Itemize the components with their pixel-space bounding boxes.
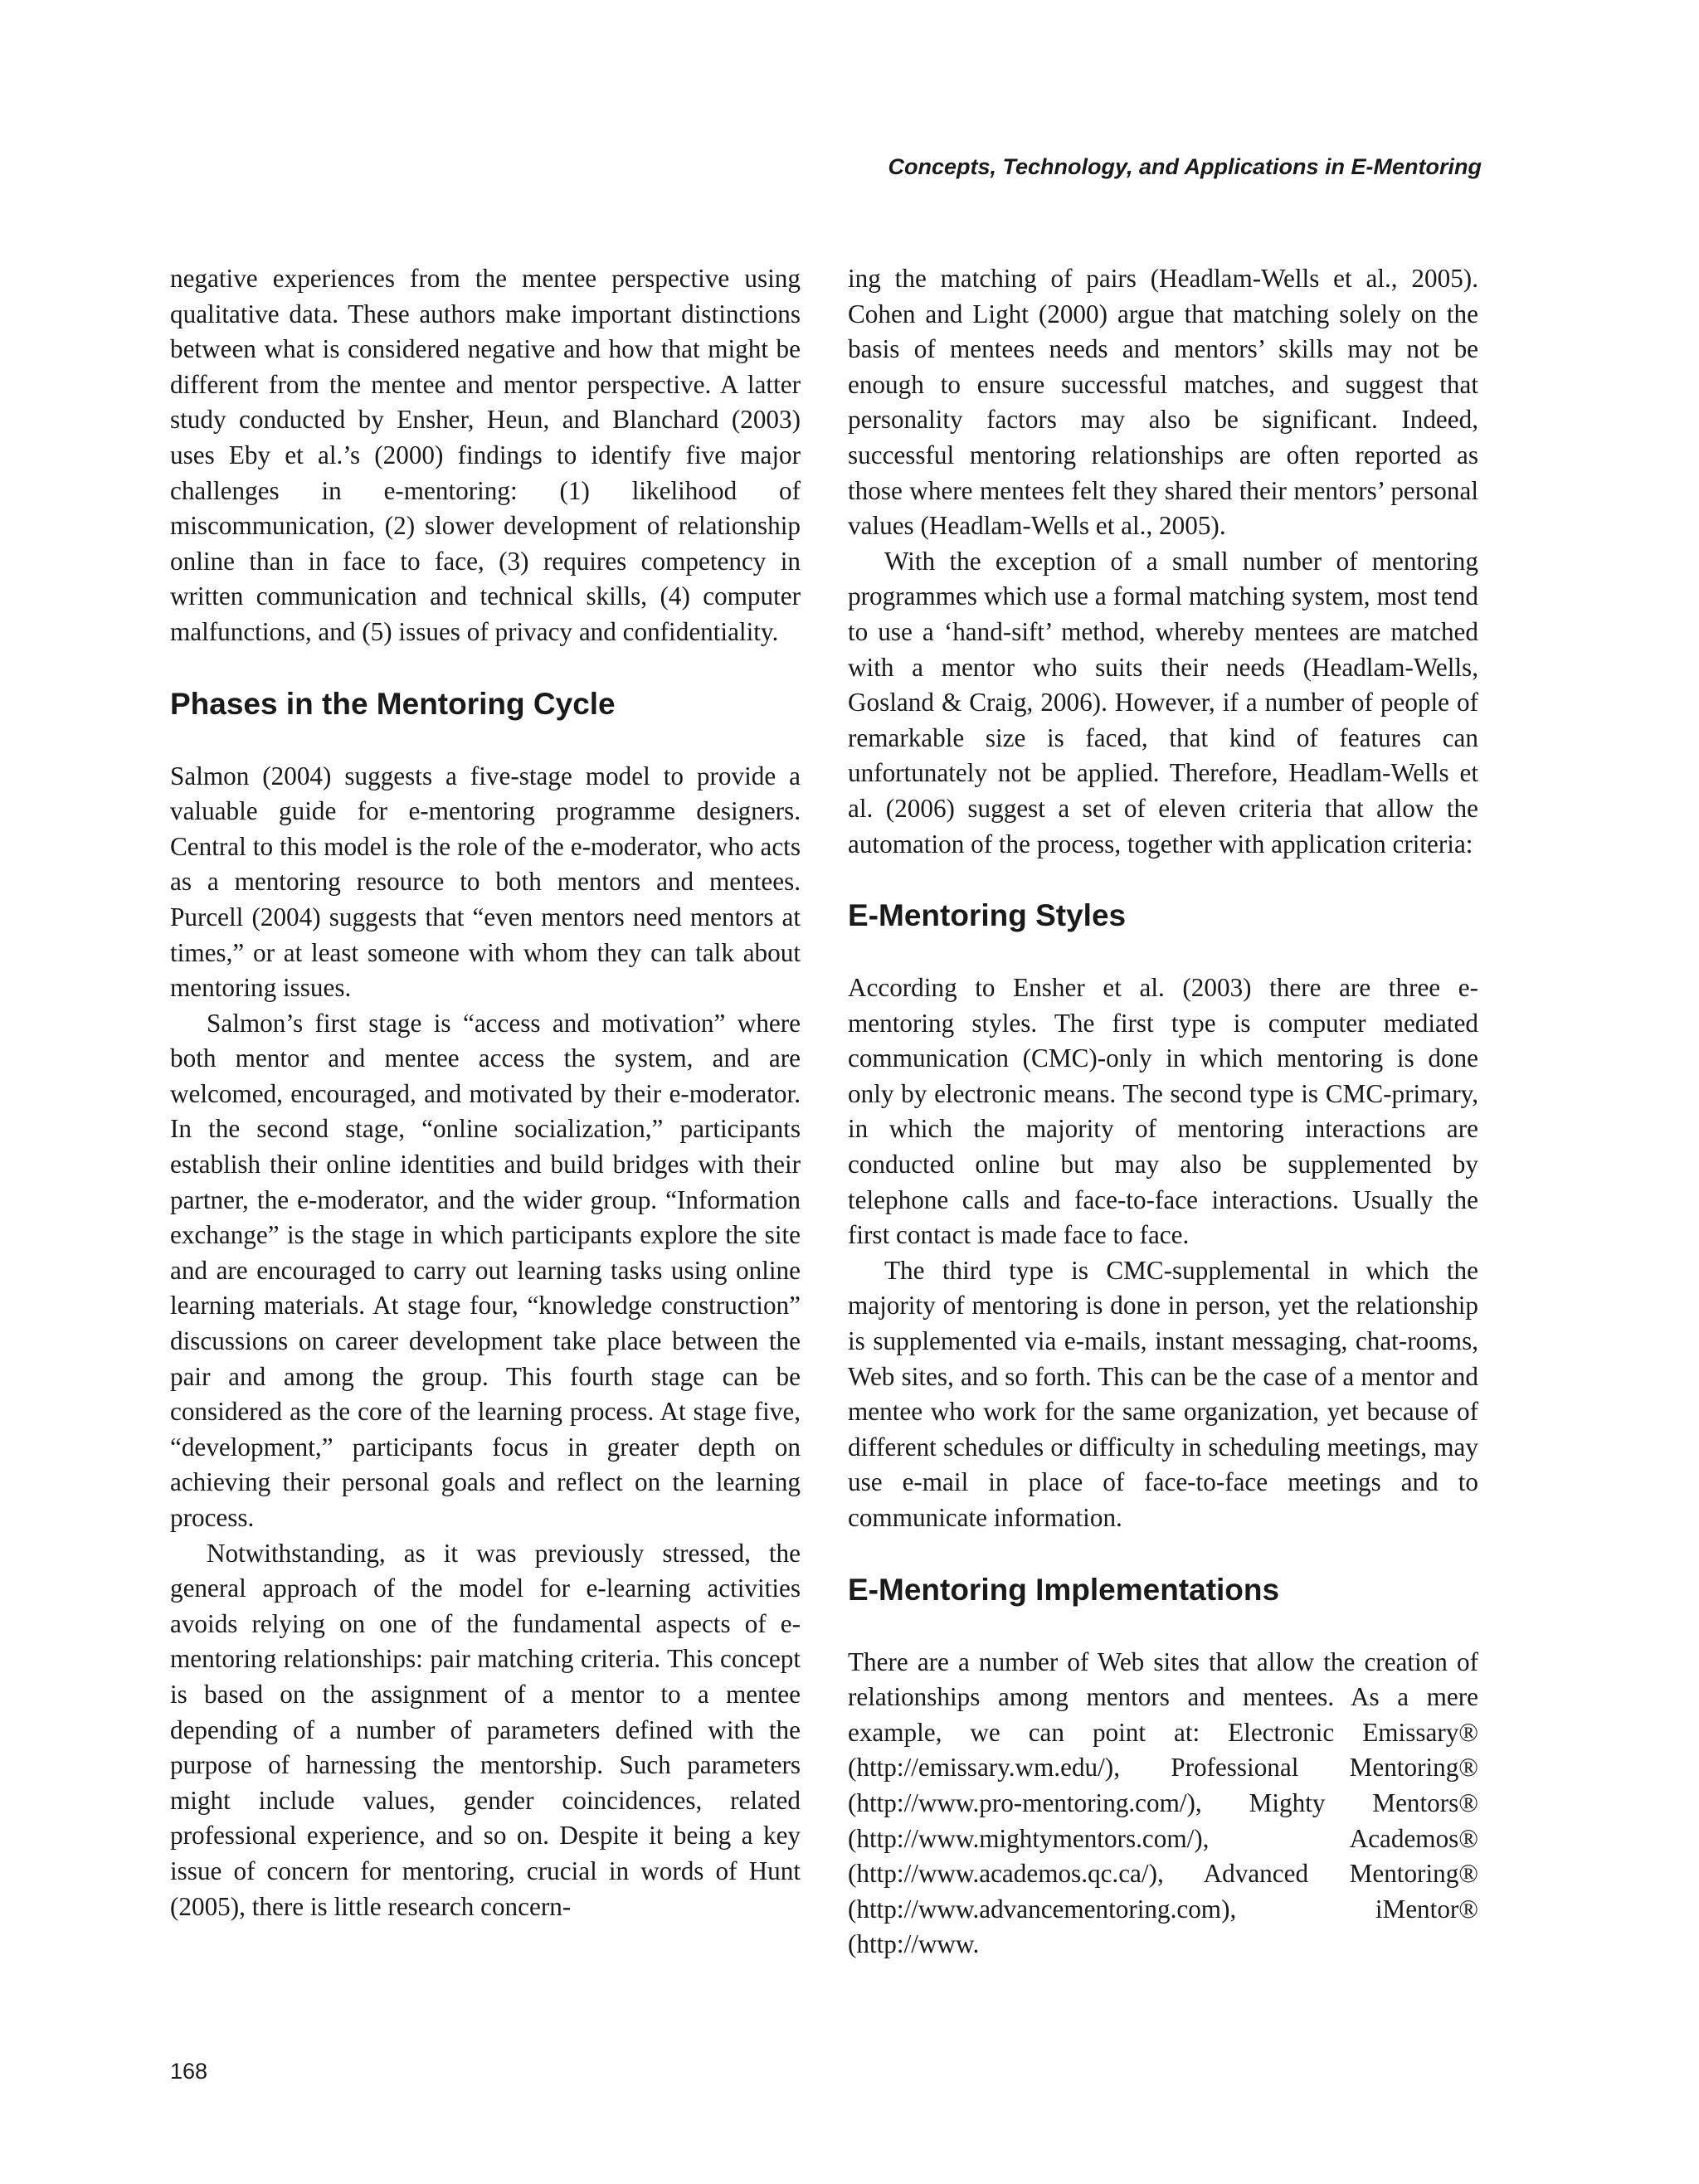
paragraph: There are a number of Web sites that allow the creation of relationships among mentors and mentees. As a mere example, we can point at: Electronic Emissary® (http://emissary.wm.edu/), Professional Mentoring® (http://www.pro-mentoring.com/), Mighty Mentors® (http://www.mightymentors.com/), Academos® (http://www.academos.qc.ca/), Advanced Mentoring® (http://www.advancementoring.com), iMentor® (http://www. <box>848 1647 1478 1959</box>
paragraph: Salmon’s first stage is “access and motivation” where both mentor and mentee access the system, and are welcomed, encouraged, and motivated by their e-moderator. In the second stage, “online socialization,” participants establish their online identities and build bridges with their partner, the e-moderator, and the wider group. “Information exchange” is the stage in which participants explore the site and are encouraged to carry out learning tasks using online learning materials. At stage four, “knowledge construction” discussions on career development take place between the pair and among the group. This fourth stage can be considered as the core of the learning process. At stage five, “development,” participants focus in greater depth on achieving their personal goals and reflect on the learning process. <box>170 1008 801 1532</box>
paragraph: The third type is CMC-supplemental in which the majority of mentoring is done in person, yet the relationship is supplemented via e-mails, instant messaging, chat-rooms, Web sites, and so forth. This can be the case of a mentor and mentee who work for the same organization, yet because of different schedules or difficulty in scheduling meetings, may use e-mail in place of face-to-face meetings and to communicate information. <box>848 1255 1478 1532</box>
paragraph: Salmon (2004) suggests a five-stage model to provide a valuable guide for e-mentoring programme designers. Central to this model is the role of the e-moderator, who acts as a mentoring resource to both mentors and mentees. Purcell (2004) suggests that “even mentors need mentors at times,” or at least someone with whom they can talk about mentoring issues. <box>170 761 801 1003</box>
section-heading-styles: E-Mentoring Styles <box>848 898 1127 933</box>
paragraph: With the exception of a small number of mentoring programmes which use a formal matching system, most tend to use a ‘hand-sift’ method, whereby mentees are matched with a mentor who suits their needs (Headlam-Wells, Gosland & Craig, 2006). However, if a number of people of remarkable size is faced, that kind of features can unfortunately not be applied. Therefore, Headlam-Wells et al. (2006) suggest a set of eleven criteria that allow the automation of the process, together with application criteria: <box>848 546 1478 859</box>
paragraph: negative experiences from the mentee perspective using qualitative data. These authors make important distinctions between what is considered negative and how that might be different from the mentee and mentor perspective. A latter study conducted by Ensher, Heun, and Blanchard (2003) uses Eby et al.’s (2000) findings to identify five major challenges in e-mentoring: (1) likelihood of miscommunication, (2) slower development of relationship online than in face to face, (3) requires competency in written communication and technical skills, (4) computer malfunctions, and (5) issues of privacy and confidentiality. <box>170 264 801 646</box>
page-number: 168 <box>170 2059 208 2084</box>
paragraph: According to Ensher et al. (2003) there are three e-mentoring styles. The first type is computer mediated communication (CMC)-only in which mentoring is done only by electronic means. The second type is CMC-primary, in which the majority of mentoring interactions are conducted online but may also be supplemented by telephone calls and face-to-face interactions. Usually the first contact is made face to face. <box>848 973 1478 1250</box>
running-header: Concepts, Technology, and Applications in E-Mentoring <box>888 154 1482 179</box>
left-column <box>170 261 801 1924</box>
paragraph: Notwithstanding, as it was previously stressed, the general approach of the model for e-learning activities avoids relying on one of the fundamental aspects of e-mentoring relationships: pair matching criteria. This concept is based on the assignment of a mentor to a mentee depending of a number of parameters defined with the purpose of harnessing the mentorship. Such parameters might include values, gender coincidences, related professional experience, and so on. Despite it being a key issue of concern for mentoring, crucial in words of Hunt (2005), there is little research concern- <box>170 1538 801 1921</box>
section-heading-phases: Phases in the Mentoring Cycle <box>170 686 616 721</box>
right-column <box>848 261 1478 1963</box>
section-heading-implementations: E-Mentoring Implementations <box>848 1572 1280 1607</box>
paragraph: ing the matching of pairs (Headlam-Wells et al., 2005). Cohen and Light (2000) argue that matching solely on the basis of mentees needs and mentors’ skills may not be enough to ensure successful matches, and suggest that personality factors may also be significant. Indeed, successful mentoring relationships are often reported as those where mentees felt they shared their mentors’ personal values (Headlam-Wells et al., 2005). <box>848 264 1478 541</box>
